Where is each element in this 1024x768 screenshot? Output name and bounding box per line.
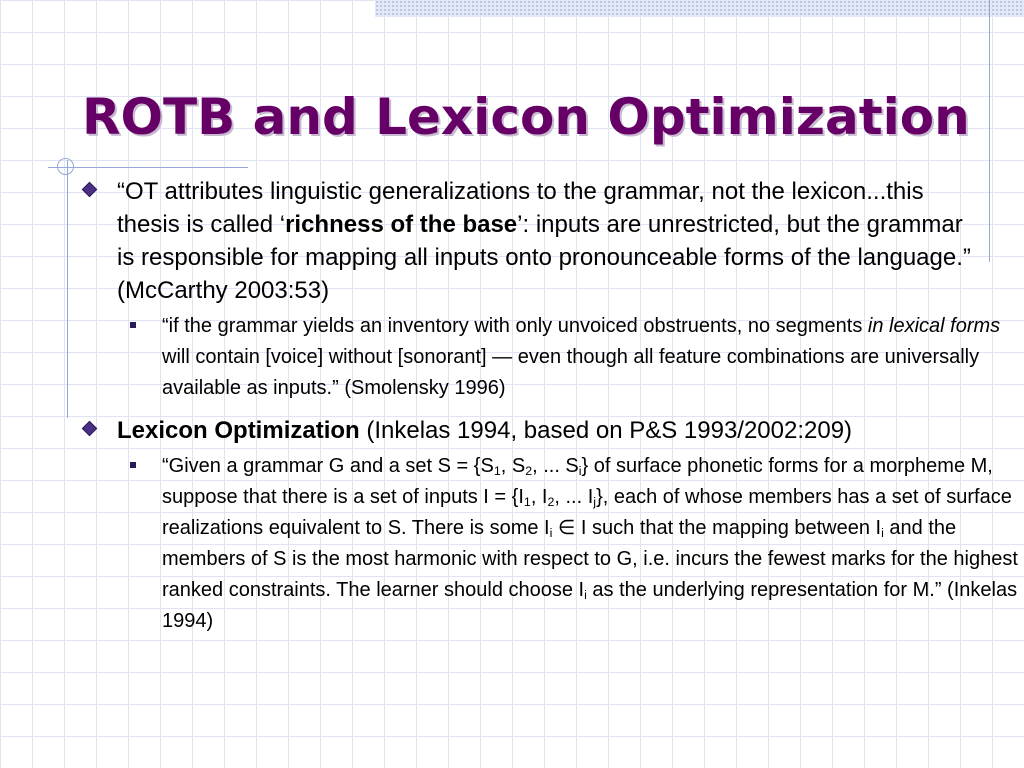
- bullet-text-part: “OT attributes linguistic generalizations to the grammar, not the lexicon...this thesis is called ‘: [117, 178, 924, 238]
- subbullet-inkelas-quote: [162, 451, 1022, 637]
- slide-body: [0, 175, 1024, 637]
- quote-text: and the members of S is the most harmonic with respect to G, i.e. incurs the fewest marks for the highest ranked constraints. The learner should choose I: [162, 517, 1018, 601]
- subbullet-text-part: will contain [voice] without [sonorant] — even though all feature combinations are universally available as inputs.” (Smolensky 1996): [162, 346, 980, 399]
- quote-text: , ... I: [554, 486, 594, 508]
- subscript: 2: [525, 464, 533, 479]
- subscript: i: [881, 526, 884, 541]
- title-rule-line: [48, 167, 248, 168]
- bullet-text-part: (Inkelas 1994, based on P&S 1993/2002:209): [359, 417, 853, 444]
- square-bullet-icon: [130, 322, 136, 328]
- quote-text: ∈ I such that the mapping between I: [552, 517, 882, 539]
- bullet-lexicon-optimization: [117, 414, 977, 447]
- subscript: 1: [523, 495, 531, 510]
- diamond-bullet-icon: [82, 182, 98, 198]
- quote-text: “Given a grammar G and a set S = {S: [162, 455, 494, 477]
- subbullet-text-part: “if the grammar yields an inventory with only unvoiced obstruents, no segments: [162, 315, 868, 337]
- subbullet-smolensky-quote: [162, 311, 1022, 404]
- subscript: 2: [547, 495, 555, 510]
- quote-text: , S: [500, 455, 526, 477]
- crosshair-circle-ornament: [57, 158, 74, 175]
- bullet-richness-of-the-base: [117, 175, 977, 307]
- bullet-bold-term: Lexicon Optimization: [117, 417, 360, 444]
- bullet-bold-term: richness of the base: [285, 211, 518, 238]
- square-bullet-icon: [130, 462, 136, 468]
- quote-text: , I: [530, 486, 548, 508]
- quote-text: , ... S: [532, 455, 579, 477]
- subscript: i: [578, 464, 582, 479]
- subscript: 1: [493, 464, 501, 479]
- bullet-text-part: ’: inputs are unrestricted, but the grammar is responsible for mapping all inputs onto pronounceable forms of the language.” (McCarthy 2003:53): [117, 211, 971, 304]
- quote-text: } of surface phonetic forms for a morpheme M, suppose that there is a set of inputs I = {I: [162, 455, 993, 508]
- subscript: i: [549, 526, 553, 541]
- subscript: j: [593, 495, 597, 510]
- quote-text: as the underlying representation for M.” (Inkelas 1994): [162, 579, 1018, 632]
- slide-title: ROTB and Lexicon Optimization: [82, 88, 970, 146]
- subscript: i: [584, 588, 587, 603]
- diamond-bullet-icon: [82, 421, 98, 437]
- top-decorative-band: [375, 0, 1024, 17]
- quote-text: }, each of whose members has a set of surface realizations equivalent to S. There is some I: [162, 486, 1012, 539]
- subbullet-italic-phrase: in lexical forms: [867, 315, 1001, 337]
